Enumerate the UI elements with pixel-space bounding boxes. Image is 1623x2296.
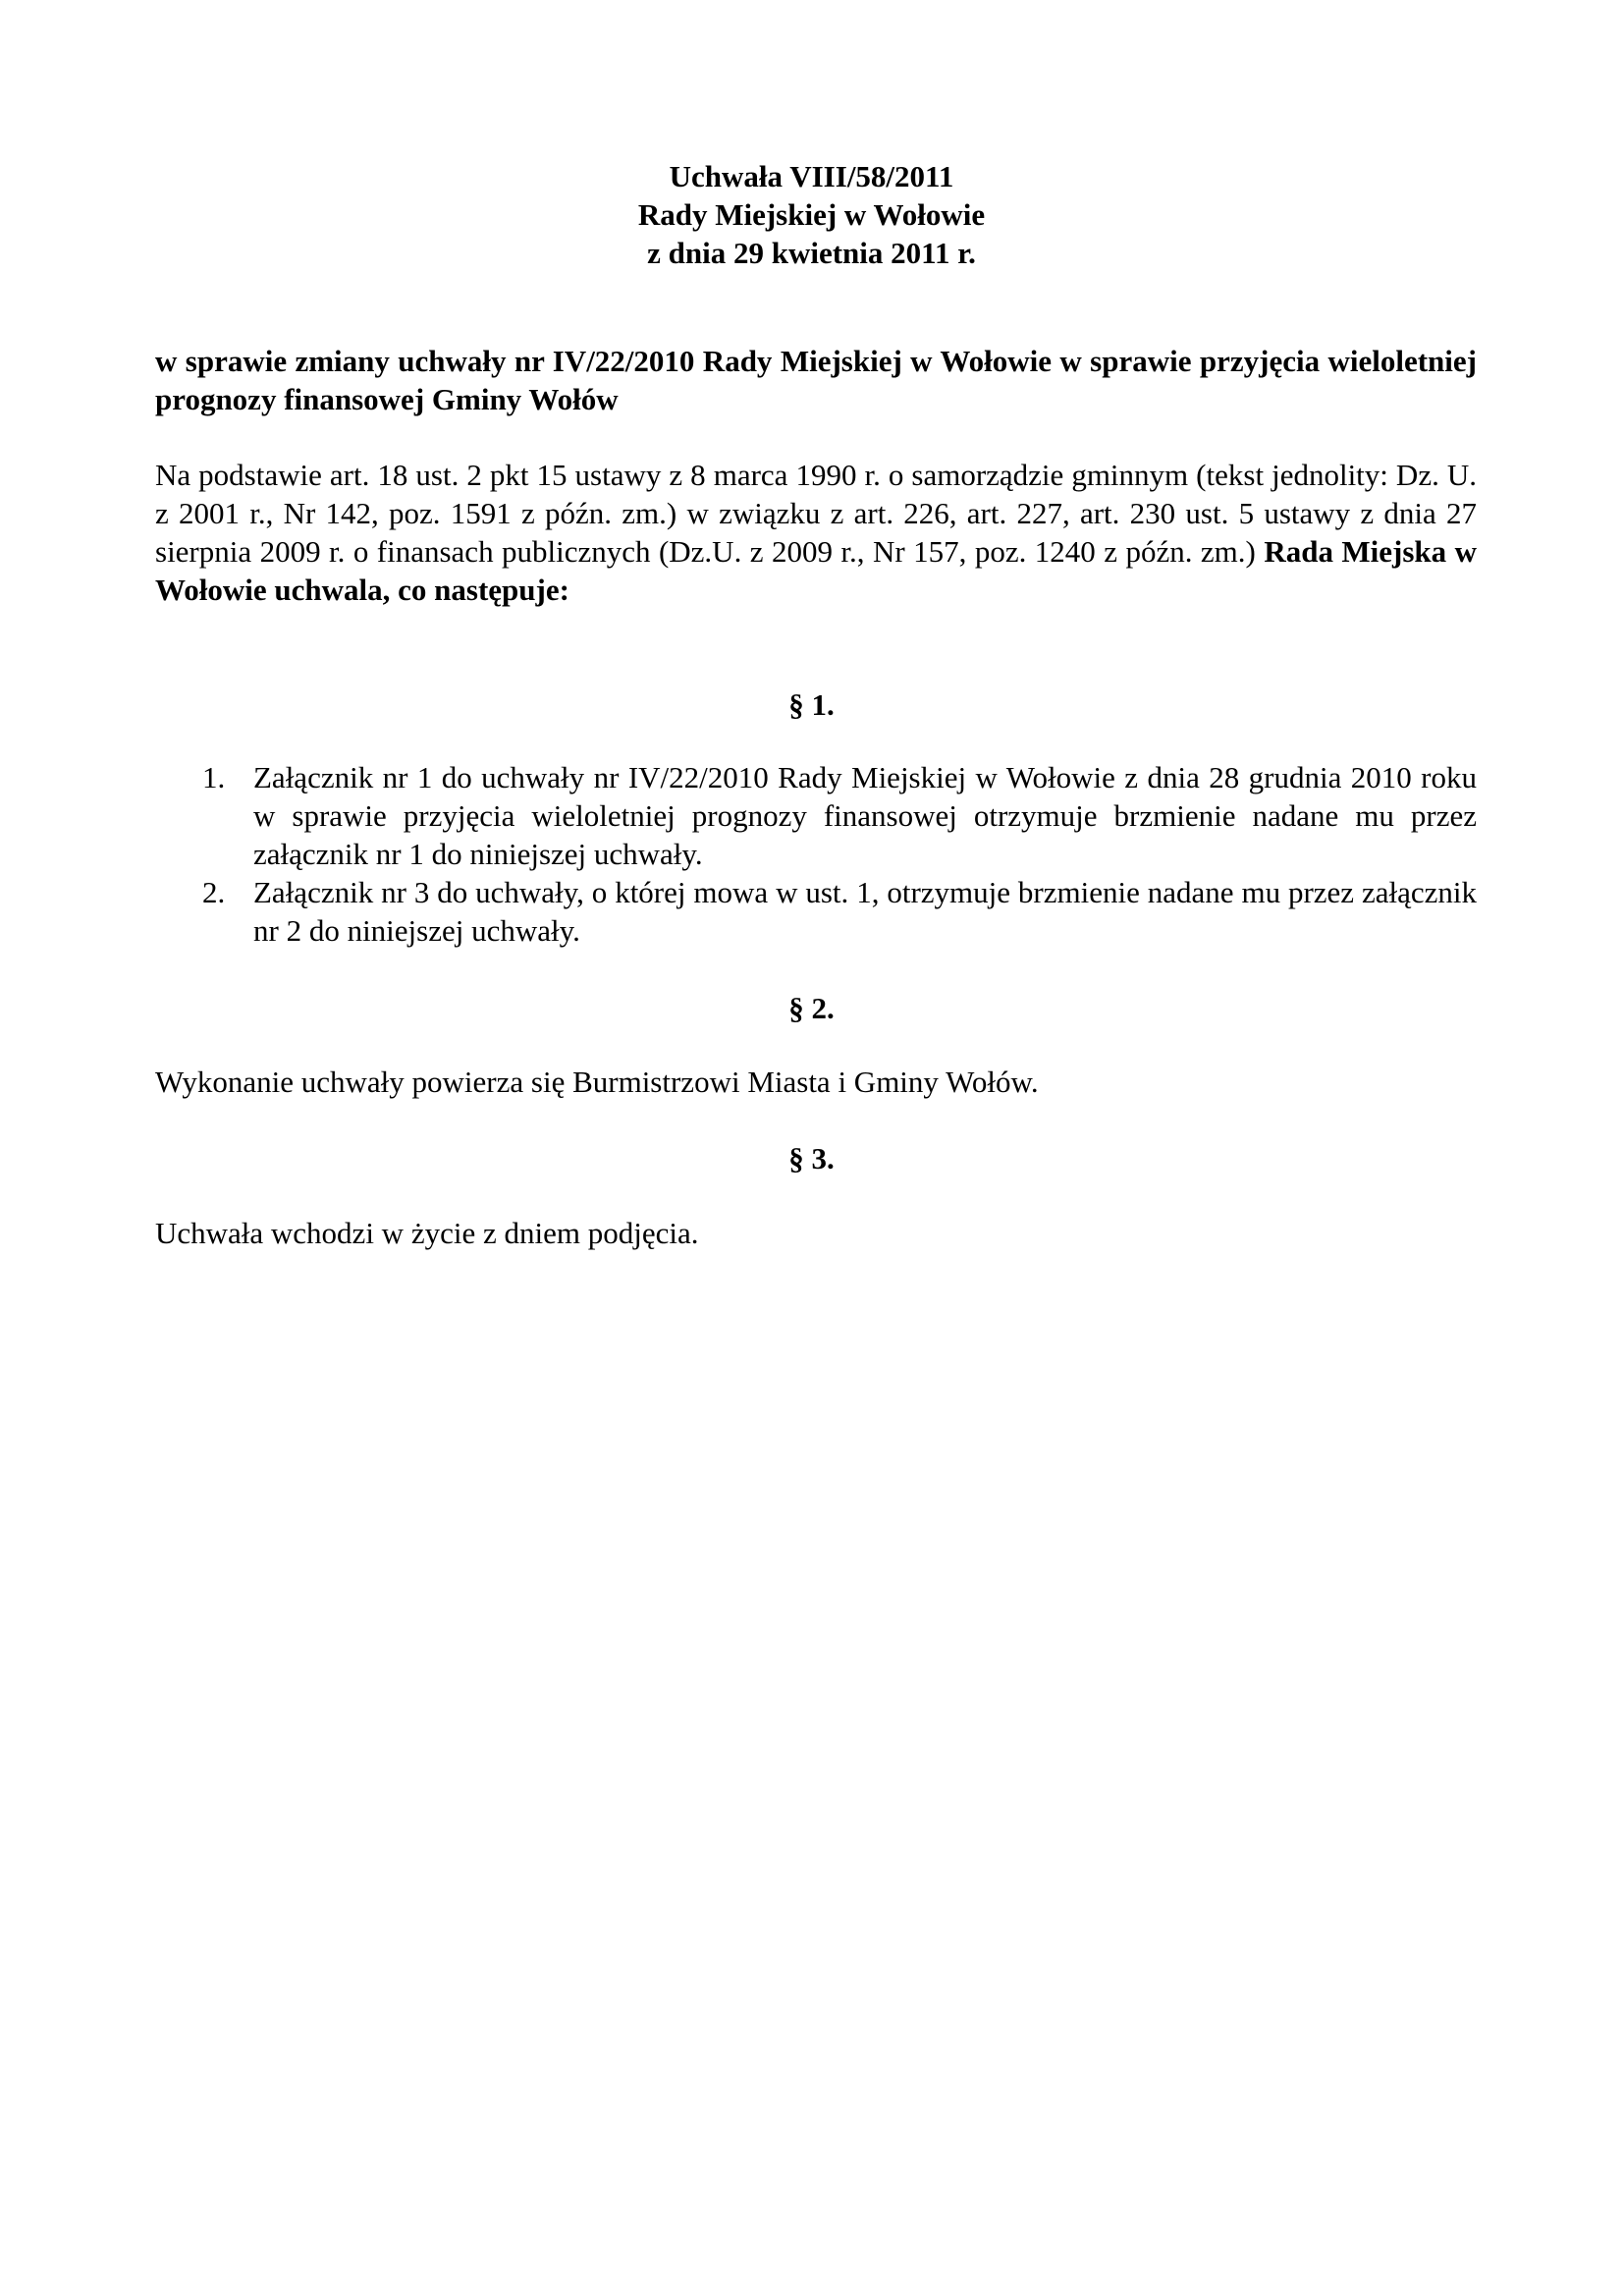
section-2-text: Wykonanie uchwały powierza się Burmistrzowi Miasta i Gminy Wołów. — [155, 1065, 1039, 1099]
list-item — [155, 873, 1477, 950]
section-3-mark: § 3. — [788, 1141, 835, 1175]
section-1-mark: § 1. — [788, 687, 835, 722]
legal-basis-bold: Rada Miejska w Wołowie uchwala, co następuje: — [155, 534, 1477, 607]
resolution-header — [0, 157, 1623, 272]
legal-basis — [155, 456, 1477, 609]
section-2-mark: § 2. — [788, 991, 835, 1025]
list-item — [155, 758, 1477, 873]
legal-basis-text: Na podstawie art. 18 ust. 2 pkt 15 ustawy z 8 marca 1990 r. o samorządzie gminnym (tekst jednolity: Dz. U. z 2001 r., Nr 142, poz. 1591 z późn. zm.) w związku z art. 226, art. 227, art. 230 ust. 5 ustawy z dnia 27 sierpnia 2009 r. o finansach publicznych (Dz.U. z 2009 r., Nr 157, poz. 1240 z późn. zm.) — [155, 458, 1477, 569]
resolution-number: Uchwała VIII/58/2011 — [669, 159, 954, 193]
list-item-text: Załącznik nr 1 do uchwały nr IV/22/2010 Rady Miejskiej w Wołowie z dnia 28 grudnia 2010 roku w sprawie przyjęcia wieloletniej prognozy finansowej otrzymuje brzmienie nadane mu przez załącznik nr 1 do niniejszej uchwały. — [253, 760, 1477, 871]
list-item-number: 2. — [202, 875, 226, 909]
resolution-subject: w sprawie zmiany uchwały nr IV/22/2010 Rady Miejskiej w Wołowie w sprawie przyjęcia wieloletniej prognozy finansowej Gminy Wołów — [155, 344, 1477, 416]
section-1-list — [155, 758, 1477, 950]
section-3-text: Uchwała wchodzi w życie z dniem podjęcia. — [155, 1216, 699, 1250]
list-item-text: Załącznik nr 3 do uchwały, o której mowa w ust. 1, otrzymuje brzmienie nadane mu przez załącznik nr 2 do niniejszej uchwały. — [253, 875, 1477, 948]
resolution-date: z dnia 29 kwietnia 2011 r. — [647, 236, 976, 270]
list-item-number: 1. — [202, 760, 226, 794]
council-name: Rady Miejskiej w Wołowie — [637, 197, 986, 232]
